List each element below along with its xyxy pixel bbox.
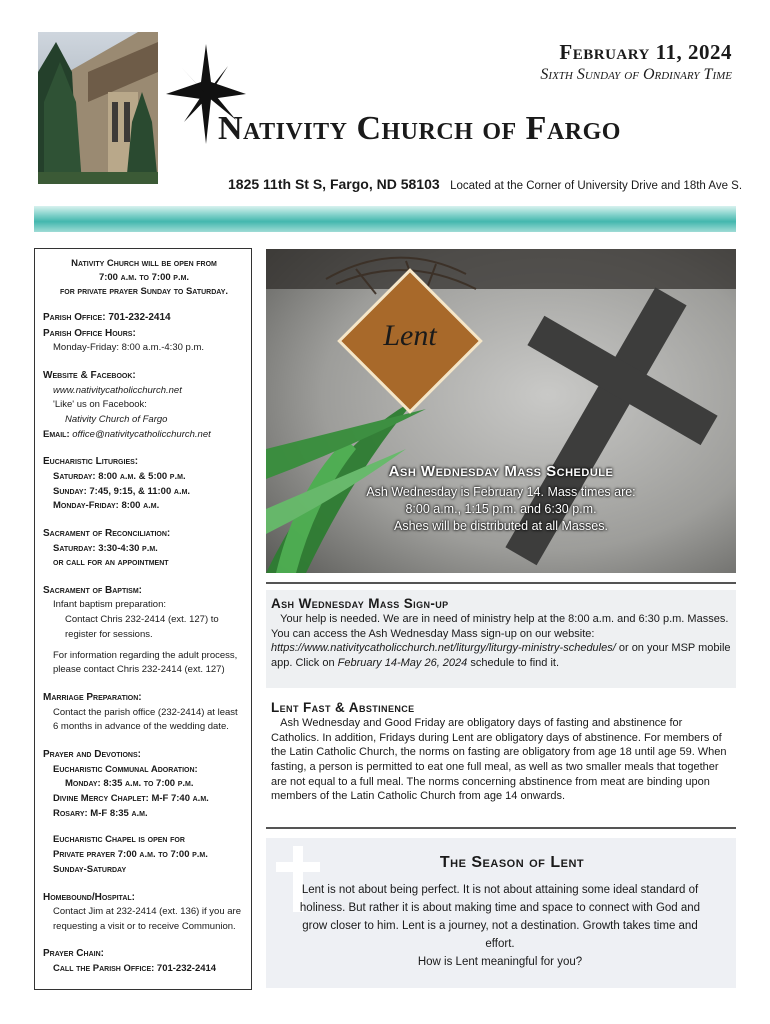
signup-dates: February 14-May 26, 2024 <box>337 656 468 669</box>
marriage-text: Contact the parish office (232-2414) at least 6 months in advance of the wedding date. <box>53 706 238 733</box>
open-line-2: 7:00 a.m. to 7:00 p.m. <box>98 271 190 283</box>
season-body: Lent is not about being perfect. It is not about attaining some ideal standard of holiness. But rather it is about making time and space to connect with God and grow closer to him. Lent is a journey, not a destination. Growth takes time and effort. <box>299 884 701 950</box>
chapel-line-2: Private prayer 7:00 a.m. to 7:00 p.m. <box>53 849 208 861</box>
baptism-prep: Infant baptism preparation: <box>53 599 167 611</box>
prayer-chain-text: Call the Parish Office: 701-232-2414 <box>53 962 217 974</box>
reconciliation-saturday: Saturday: 3:30-4:30 p.m. <box>53 542 158 554</box>
fast-text <box>271 716 733 804</box>
divine-mercy: Divine Mercy Chaplet: M-F 7:40 a.m. <box>53 792 209 804</box>
adoration: Eucharistic Communal Adoration: <box>53 763 198 775</box>
facebook-like: 'Like' us on Facebook: <box>53 399 147 411</box>
chapel-line-3: Sunday-Saturday <box>53 863 127 875</box>
ash-schedule-title: Ash Wednesday Mass Schedule <box>388 463 614 480</box>
ash-schedule-line-2: 8:00 a.m., 1:15 p.m. and 6:30 p.m. <box>405 501 597 516</box>
parish-hours-heading: Parish Office Hours: <box>43 327 136 339</box>
open-hours-notice <box>43 257 245 298</box>
prayer-heading: Prayer and Devotions: <box>43 749 141 761</box>
signup-text-b: or on your MSP mobile app. Click on <box>271 642 731 669</box>
rosary: Rosary: M-F 8:35 a.m. <box>53 807 148 819</box>
divider <box>266 582 736 584</box>
address-line <box>228 176 742 194</box>
adult-baptism: For information regarding the adult process, please contact Chris 232-2414 (ext. 127) <box>53 649 238 676</box>
email-link[interactable]: office@nativitycatholicchurch.net <box>72 428 211 440</box>
church-photo <box>38 32 158 184</box>
liturgy-sunday: Sunday: 7:45, 9:15, & 11:00 a.m. <box>53 485 191 497</box>
open-line-1: Nativity Church will be open from <box>71 258 217 269</box>
reconciliation-heading: Sacrament of Reconciliation: <box>43 528 171 540</box>
liturgy-saturday: Saturday: 8:00 a.m. & 5:00 p.m. <box>53 470 186 482</box>
email-line <box>43 428 245 443</box>
season-title: The Season of Lent <box>439 854 585 871</box>
signup-text-a: Your help is needed. We are in need of ministry help at the 8:00 a.m. and 6:30 p.m. Masses. You can access the Ash Wednesday Mass sign-up on our website: <box>271 613 729 640</box>
season-text <box>290 882 710 972</box>
season-question: How is Lent meaningful for you? <box>417 955 583 968</box>
open-line-3: for private prayer Sunday to Saturday. <box>59 285 228 297</box>
facebook-page[interactable]: Nativity Church of Fargo <box>65 413 168 425</box>
web-heading: Website & Facebook: <box>43 370 136 382</box>
marriage-heading: Marriage Preparation: <box>43 692 142 704</box>
liturgy-weekday: Monday-Friday: 8:00 a.m. <box>53 500 160 512</box>
ash-schedule-line-3: Ashes will be distributed at all Masses. <box>394 518 608 533</box>
baptism-heading: Sacrament of Baptism: <box>43 584 142 596</box>
parish-office-phone: Parish Office: 701-232-2414 <box>43 312 171 324</box>
homebound-text: Contact Jim at 232-2414 (ext. 136) if you are requesting a visit or to receive Communion. <box>53 906 241 932</box>
fast-title: Lent Fast & Abstinence <box>271 700 415 715</box>
info-sidebar <box>34 248 252 990</box>
parish-hours: Monday-Friday: 8:00 a.m.-4:30 p.m. <box>53 342 205 354</box>
adoration-time: Monday: 8:35 a.m. to 7:00 p.m. <box>65 778 194 790</box>
baptism-contact: Contact Chris 232-2414 (ext. 127) to register for sessions. <box>65 614 219 640</box>
website-link[interactable]: www.nativitycatholicchurch.net <box>53 384 182 396</box>
signup-url[interactable]: https://www.nativitycatholicchurch.net/liturgy/liturgy-ministry-schedules/ <box>271 642 616 655</box>
prayer-chain-heading: Prayer Chain: <box>43 948 104 960</box>
liturgical-season: Sixth Sunday of Ordinary Time <box>540 66 732 83</box>
fast-text-body: Ash Wednesday and Good Friday are obligatory days of fasting and abstinence for Catholics. In addition, Fridays during Lent are obligatory days of abstinence. For members of the Latin Catholic Church, the norms on fasting are obligatory from age 18 until age 59. When fasting, a person is permitted to eat one full meal, as well as two smaller meals that together are not equal to a full meal. The norms concerning abstinence from meat are binding upon members of the Latin Catholic Church from age 14 onwards. <box>271 717 727 803</box>
homebound-heading: Homebound/Hospital: <box>43 891 135 903</box>
reconciliation-appointment: or call for an appointment <box>53 557 169 569</box>
ash-schedule-line-1: Ash Wednesday is February 14. Mass times are: <box>366 485 636 499</box>
chapel-line-1: Eucharistic Chapel is open for <box>53 834 185 846</box>
signup-text <box>271 612 733 671</box>
email-label: Email: <box>43 428 70 440</box>
divider <box>266 827 736 829</box>
bulletin-date: February 11, 2024 <box>559 40 732 64</box>
ash-schedule-text <box>266 484 736 535</box>
church-address: 1825 11th St S, Fargo, ND 58103 <box>228 176 440 192</box>
location-note: Located at the Corner of University Drive and 18th Ave S. <box>450 180 743 192</box>
teal-banner <box>34 206 736 232</box>
lent-label: Lent <box>383 319 437 352</box>
signup-text-c: schedule to find it. <box>467 656 560 669</box>
liturgies-heading: Eucharistic Liturgies: <box>43 456 139 468</box>
signup-title: Ash Wednesday Mass Sign-up <box>271 596 449 611</box>
church-name: Nativity Church of Fargo <box>218 110 621 147</box>
